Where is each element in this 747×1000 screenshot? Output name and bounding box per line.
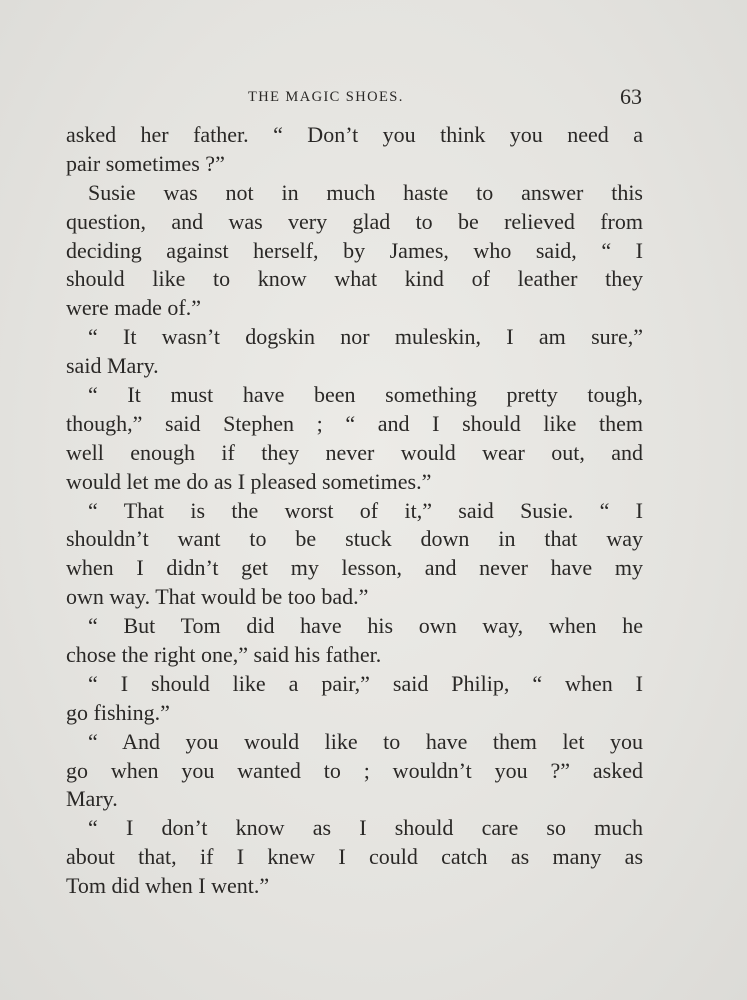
text-line: Susie was not in much haste to answer this bbox=[88, 179, 643, 205]
text-line: should like to know what kind of leather they bbox=[66, 266, 643, 292]
text-line: “ But Tom did have his own way, when he bbox=[88, 613, 643, 639]
text-line: were made of.” bbox=[66, 295, 201, 321]
text-line: shouldn’t want to be stuck down in that way bbox=[66, 526, 643, 552]
text-line: “ It wasn’t dogskin nor muleskin, I am sure,” bbox=[88, 324, 643, 350]
text-line: “ That is the worst of it,” said Susie. “ I bbox=[88, 497, 643, 523]
text-line: would let me do as I pleased sometimes.” bbox=[66, 468, 432, 494]
text-line: go fishing.” bbox=[66, 699, 170, 725]
text-line: “ And you would like to have them let you bbox=[88, 728, 643, 754]
text-line: when I didn’t get my lesson, and never have my bbox=[66, 555, 643, 581]
text-line: question, and was very glad to be relieved from bbox=[66, 208, 643, 234]
text-line: “ I don’t know as I should care so much bbox=[88, 815, 643, 841]
running-title: THE MAGIC SHOES. bbox=[248, 89, 404, 105]
text-line: deciding against herself, by James, who said, “ I bbox=[66, 237, 643, 263]
text-line: “ I should like a pair,” said Philip, “ when I bbox=[88, 670, 643, 696]
text-line: “ It must have been something pretty tough, bbox=[88, 382, 643, 408]
body-text bbox=[66, 121, 643, 901]
text-line: well enough if they never would wear out, and bbox=[66, 439, 643, 465]
text-line: chose the right one,” said his father. bbox=[66, 642, 382, 668]
text-line: about that, if I knew I could catch as many as bbox=[66, 844, 643, 870]
text-line: own way. That would be too bad.” bbox=[66, 584, 369, 610]
text-line: though,” said Stephen ; “ and I should like them bbox=[66, 410, 643, 436]
text-line: go when you wanted to ; wouldn’t you ?” asked bbox=[66, 757, 643, 783]
text-line: Tom did when I went.” bbox=[66, 873, 270, 899]
text-line: pair sometimes ?” bbox=[66, 150, 225, 176]
page-number: 63 bbox=[620, 84, 642, 109]
text-line: said Mary. bbox=[66, 353, 159, 379]
running-header bbox=[66, 84, 642, 114]
text-line: asked her father. “ Don’t you think you need a bbox=[66, 122, 643, 147]
text-line: Mary. bbox=[66, 786, 118, 812]
